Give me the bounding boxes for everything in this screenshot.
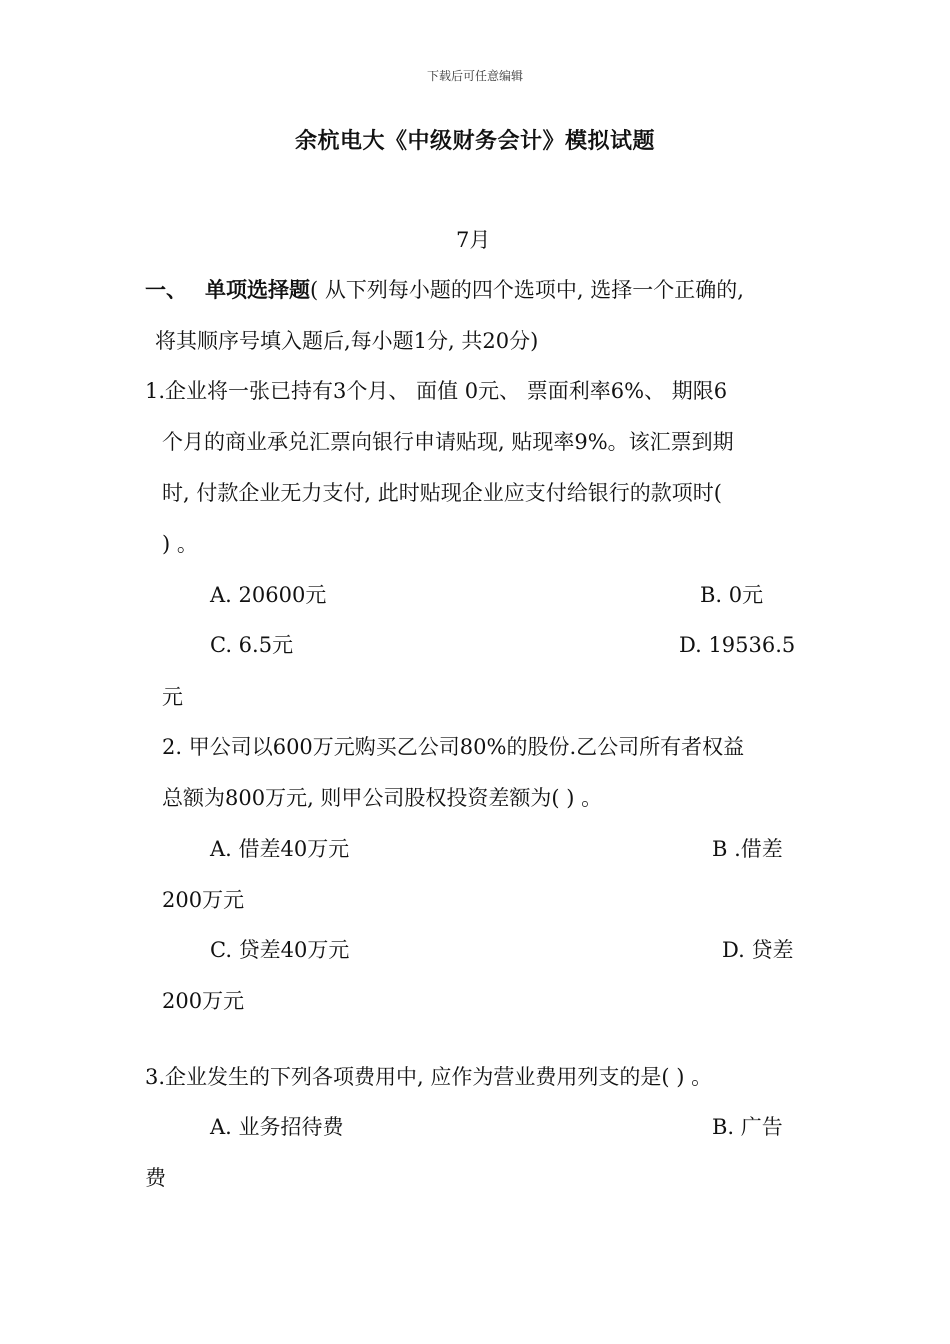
document-title: 余杭电大《中级财务会计》模拟试题 (294, 128, 655, 154)
question-3-option-a: A. 业务招待费 (210, 1115, 344, 1139)
question-1-option-b: B. 0元 (700, 583, 764, 607)
question-2-line-1: 2. 甲公司以600万元购买乙公司80%的股份.乙公司所有者权益 (162, 735, 745, 759)
question-2-option-c: C. 贷差40万元 (210, 938, 350, 962)
question-2-option-b-cont: 200万元 (162, 888, 245, 912)
question-1-line-4: ) 。 (162, 532, 198, 556)
question-1-line-3: 时, 付款企业无力支付, 此时贴现企业应支付给银行的款项时( (162, 481, 722, 505)
question-3-option-b-cont: 费 (145, 1166, 166, 1190)
section-number: 一、 (145, 277, 187, 302)
question-2-option-d-cont: 200万元 (162, 989, 245, 1013)
question-1-option-d-cont: 元 (162, 685, 183, 709)
exam-date: 7月 (456, 228, 491, 252)
question-1-line-2: 个月的商业承兑汇票向银行申请贴现, 贴现率9%。该汇票到期 (162, 430, 734, 454)
question-1-option-c: C. 6.5元 (210, 633, 294, 657)
section-instruction: ( 从下列每小题的四个选项中, 选择一个正确的, (310, 278, 744, 302)
question-1-line-1: 1.企业将一张已持有3个月、 面值 0元、 票面利率6%、 期限6 (145, 379, 728, 403)
section-title: 单项选择题 (205, 277, 310, 302)
question-2-line-2: 总额为800万元, 则甲公司股权投资差额为( ) 。 (162, 786, 603, 810)
question-3-option-b: B. 广告 (712, 1115, 783, 1139)
section-heading (145, 276, 744, 304)
page-header: 下载后可任意编辑 (426, 69, 523, 83)
question-3-line-1: 3.企业发生的下列各项费用中, 应作为营业费用列支的是( ) 。 (145, 1065, 713, 1089)
question-2-option-d: D. 贷差 (722, 938, 794, 962)
question-1-option-d: D. 19536.5 (679, 633, 796, 657)
section-instruction-cont: 将其顺序号填入题后,每小题1分, 共20分) (155, 329, 539, 353)
question-2-option-b: B .借差 (712, 837, 783, 861)
question-2-option-a: A. 借差40万元 (210, 837, 350, 861)
question-1-option-a: A. 20600元 (210, 583, 327, 607)
